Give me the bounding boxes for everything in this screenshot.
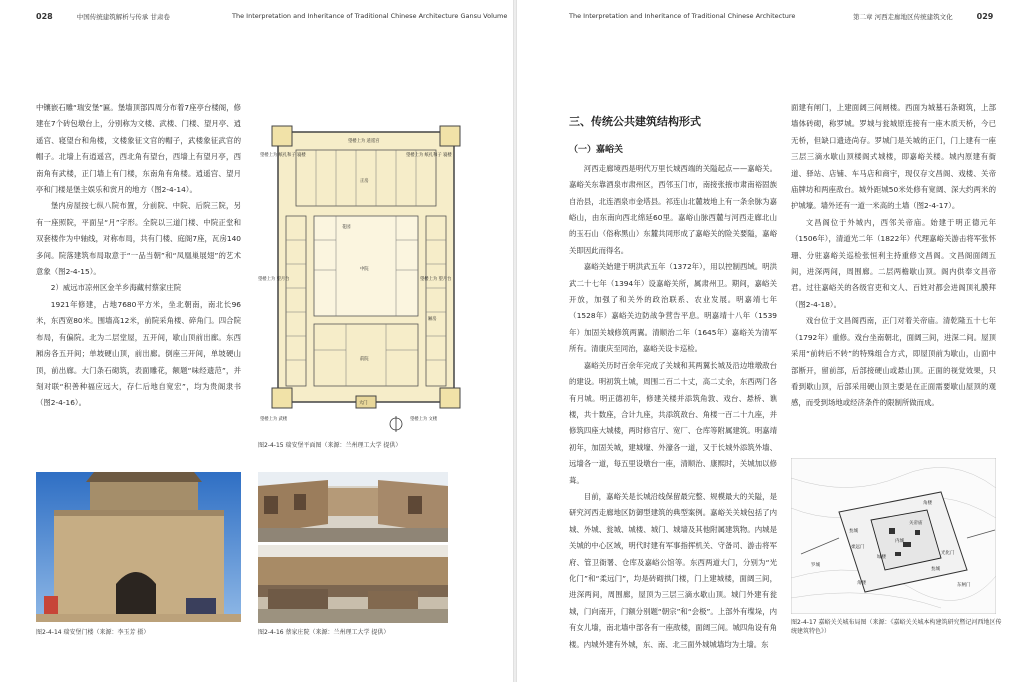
fig-2-4-16-photo-top (258, 472, 448, 542)
right-page-header (853, 12, 993, 21)
fig-2-4-14-photo (36, 472, 241, 622)
gatehouse-photo (36, 472, 241, 622)
label-top-right: 望楼上为 纸扎和子 寝楼 (406, 153, 452, 158)
label-chenglou: 城楼 (877, 555, 886, 560)
fig-2-4-16-caption: 图2-4-16 蔡家庄院（来源：兰州理工大学 提供） (258, 629, 390, 636)
section-title: 三、传统公共建筑结构形式 (569, 115, 701, 128)
fig-2-4-17-jiayuguan-plan (791, 458, 996, 614)
courtyard-photo-bottom (258, 545, 448, 623)
label-bottom-right: 望楼上为 文楼 (410, 417, 438, 422)
corner-tower (272, 388, 292, 408)
paragraph: 面建有闸门，上建面阔三间闸楼。西面为城墓石条砌筑，上部墙体砖砌，称罗城。罗城与瓮城原连接有一座木质天桥，今已无桥，但缺口遗迹尚存。罗城门是关城的正门，门上建有一座三层三滴水歇山顶楼阁式城楼，即嘉峪关楼。城内原建有衙道、驿站、店铺、车马店和商宇，现仅存文昌阁、戏楼、关帝庙牌坊和两座敌台。城外距城50米处修有宽阔、深大约两米的护城壕。墙外还有一道一米高的土墙（图2-4-17）。 (791, 103, 996, 211)
paragraph: 目前，嘉峪关是长城沿线保留最完整、规模最大的关隘，是研究河西走廊地区防御型建筑的典型案例。嘉峪关关城包括了内城、外城、瓮城、城楼、城门、城墙及其他附属建筑物。内城是关城的中心区域，明代时建有军事指挥机关、守备司、游击将军府、管卫衙署、仓库及嘉峪公馆等。东西两道大门，分别为“光化门”和“柔远门”，均是砖砌拱门楼，门上建城楼，面阔三间，进深两间，周围廊，屋顶为三层三滴水歇山顶。城门外建有瓮城，门向南开，门额分别题“朝宗”和“会极”。上部外有堞垛，内有女儿墙，南北墙中部各有一座敌楼，面阔三间。城四角设有角楼。内城外建有外城，东、南、北三面外城城墙均为土墙。东 (569, 491, 777, 649)
label-inner-city: 内城 (895, 539, 904, 544)
left-header-cn: 中国传统建筑解析与传承 甘肃卷 (76, 13, 170, 21)
label-luocheng: 罗城 (811, 563, 820, 568)
label-hall-front: 前院 (360, 357, 369, 362)
paragraph: 河西走廊境西是明代万里长城西端的关隘起点——嘉峪关。嘉峪关东靠酒泉市肃州区，西邻玉门市，南接张掖市肃南裕固族自治县，北连酒泉市金塔县。祁连山北麓坡地上有一条余脉为嘉峪山，由东南向西北绵延60里。嘉峪山脉西麓与河西走廊北山的玉石山（俗称黑山）东麓共同形成了嘉峪关的险关要隘，嘉峪关即因此而得名。 (569, 163, 777, 255)
paragraph: 文昌阁位于外城内，西邻关帝庙。始建于明正德元年（1506年），清道光二年（1822年）代理嘉峪关游击将军张怀珊、分驻嘉峪关巡检张恒利主持重修文昌阁。文昌阁面阔五间，进深两间，周围廊。二层两檐歇山顶。阁内供奉文昌帝君。过往嘉峪关的各级官吏和文人、百姓对都会进阁顶礼膜拜（图2-4-18）。 (791, 217, 996, 309)
fig-2-4-16-photo-bottom (258, 545, 448, 623)
paragraph: 1921年修建，占地7680平方米，坐北朝南，南北长96米，东西宽80米。围墙高12米，前院采角楼、碎角门。四合院布局，有偏院。北为二层堂屋，五开间，歇山顶前出廊。东西厢房各五开间；单坡硬山顶，前出廊。倒座三开间，单坡硬山顶，前出廊。大门条石砌筑，表面雕花，额题“味经遗范”，并刻对联“积善种福应远大，存仁后地自宽宏”，均为贵阁隶书（图2-4-16）。 (36, 299, 241, 408)
corner-tower (440, 388, 460, 408)
label-bottom-left: 望楼上为 武楼 (260, 417, 288, 422)
right-col2-text (791, 100, 996, 412)
corner-tower (272, 126, 292, 146)
label-gate: 大门 (359, 401, 368, 406)
label-left-mid: 望楼上为 望月台 (258, 277, 290, 282)
right-header-en: The Interpretation and Inheritance of Traditional Chinese Architecture (569, 12, 796, 20)
fig-2-4-15-caption: 图2-4-15 瑞安堡平面图（来源：兰州理工大学 提供） (258, 442, 402, 449)
label-garden: 花园 (342, 225, 351, 230)
paragraph: 中镶嵌石雕“瑞安堡”匾。堡墙顶部四周分布着7座亭台楼阁，修建在7个砖包墩台上，分别称为文楼、武楼、门楼、望月亭、逍遥宫、寝望台和角楼，文楼象征文官的帽子，武楼象征武官的帽子。北墙上有逍遥宫，西北角有望台，西墙上有望月亭，西南角有武楼，正门墙上有门楼，东南角有角楼。逍遥宫、望月亭和门楼是堡主娱乐和赏月的地方（图2-4-14）。 (36, 103, 241, 195)
left-header-en: The Interpretation and Inheritance of Traditional Chinese Architecture Gansu Volume (232, 12, 508, 20)
fig-2-4-14-caption: 图2-4-14 瑞安堡门楼（来源：李玉芳 摄） (36, 629, 150, 636)
middle-court (314, 216, 418, 316)
subsection-title: （一）嘉峪关 (569, 145, 624, 156)
right-page-number: 029 (976, 12, 994, 21)
right-header-cn: 第二章 河西走廊地区传统建筑文化 (853, 13, 953, 21)
label-guanghua: 光化门 (941, 551, 955, 556)
right-col1-text (569, 114, 777, 653)
paragraph: 戏台位于文昌阁西南，正门对着关帝庙。清乾隆五十七年（1792年）重修。戏台坐南朝北，面阔三间，进深二间。屋顶采用“前转后不转”的特殊组合方式，即屋顶前为歇山，山面中部断开，留前部，后部接硬山或悬山顶。正面的视觉效果，只看到歇山顶，后部采用硬山顶主要是在正面需要歇山屋顶的观感，而受到场地或经济条件的限制所做而成。 (791, 316, 996, 408)
paragraph: 嘉峪关历时百余年完成了关城和其两翼长城及沿边堆墩敌台的建设。明初筑土城，周围二百二十丈，高二丈余，东西两门各有月城。明正德初年，修建关楼并添筑角敦、戏台、悬桥、谯楼，共十数座，合计九座，共添筑敌台、角楼一百二十九座，并修筑四座大城楼，两时修官厅、宽厂、仓库等附属建筑。明嘉靖初年，加固关城，建城壕、外濠各一道，又于长城外添筑外墙、远墙各一道，每五里设墩台一座，清顺治、康熙时，关城加以修葺。 (569, 360, 777, 485)
label-jiaolou-1: 角楼 (923, 501, 932, 506)
label-wengcheng: 瓮城 (931, 567, 940, 572)
paragraph: 嘉峪关始建于明洪武五年（1372年），用以控制西域。明洪武二十七年（1394年）设嘉峪关所，属肃州卫。期间，嘉峪关开放，加强了和关外的政治联系、农业发展。明嘉靖七年（1528年）嘉峪关边防战争营告平息。明嘉靖十八年（1539年）加固关城修筑两翼。清顺治二年（1645年）嘉峪关为清军所有。清康庆至同治，嘉峪关设卡巡检。 (569, 262, 777, 354)
paragraph: 2）威远市凉州区金羊乡海藏村蔡家庄院 (50, 283, 182, 293)
label-jiaolou-2: 角楼 (857, 581, 866, 586)
left-body-text (36, 100, 241, 412)
label-wengcheng-2: 瓮城 (849, 529, 858, 534)
fig-2-4-15-floor-plan (256, 120, 474, 438)
label-right-mid: 望楼上为 望月台 (420, 277, 452, 282)
fig-2-4-17-caption: 图2-4-17 嘉峪关关城布局图（来源：《嘉峪关关城本构建筑研究暨记河西地区传统建筑特色》） (791, 619, 1002, 635)
label-east-wing: 厢房 (428, 317, 437, 322)
left-page-header (36, 12, 170, 21)
label-top-center: 望楼上为 逍遥宫 (348, 139, 380, 144)
label-hall-mid: 中院 (360, 267, 369, 272)
corner-tower (440, 126, 460, 146)
label-guandi: 关帝庙 (909, 521, 923, 526)
left-page-number: 028 (36, 12, 53, 21)
label-top-left: 望楼上为 纸扎和子 寝楼 (260, 153, 306, 158)
courtyard-photo-top (258, 472, 448, 542)
left-page (0, 0, 513, 682)
label-hall-main: 正房 (360, 179, 369, 184)
right-page (517, 0, 1032, 682)
label-rouyuan: 柔远门 (851, 545, 865, 550)
paragraph: 堡内房屋按七纵八院布置，分前院、中院、后院三院，另有一座照院，平面呈“月”字形。全院以三道门楼、中院正堂和双套楼作为中轴线，对称布局，共有门楼、庭阁7座，瓦房140多间。院落建筑布局取意于“一品当朝”和“凤凰巢展翅”的艺术意象（图2-4-15）。 (36, 201, 241, 277)
label-east-gate: 东闸门 (957, 583, 971, 588)
